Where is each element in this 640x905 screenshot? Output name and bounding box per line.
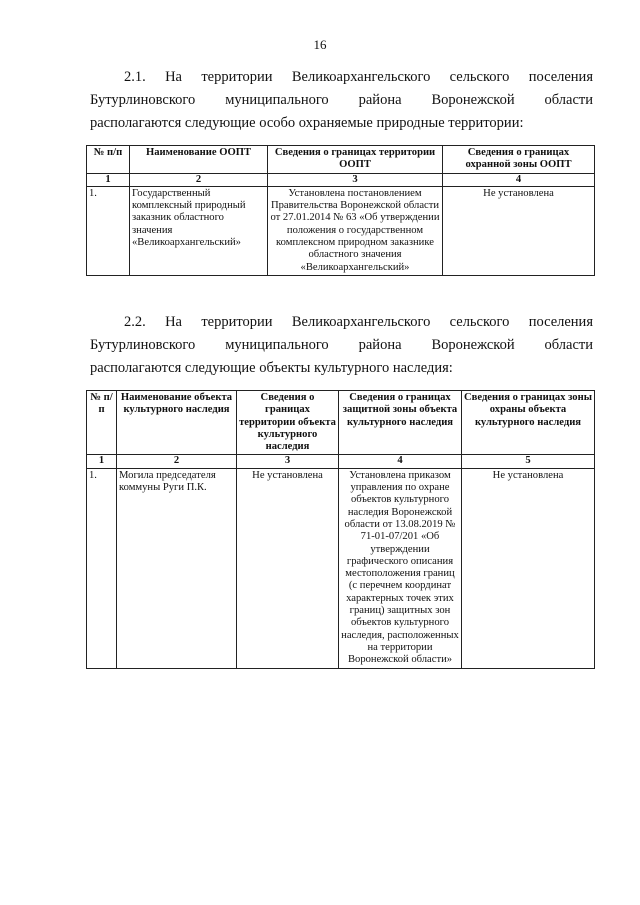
header-number: № п/п [87, 391, 117, 455]
protected-areas-table [86, 145, 595, 276]
row-number: 1. [87, 468, 117, 668]
column-number-row [87, 173, 595, 186]
header-name: Наименование ООПТ [130, 146, 268, 174]
column-number: 4 [339, 455, 462, 468]
header-territory: Сведения о границах территории ООПТ [268, 146, 443, 174]
section-1-line-1: 2.1. На территории Великоархангельского сельского поселения [124, 69, 593, 85]
row-territory: Установлена постановлением Правительства Воронежской области от 27.01.2014 № 63 «Об утверждении положения о государственном комплексном природном заказнике областного значения «Великоархангельский» [268, 186, 443, 275]
section-2-line-3: располагаются следующие объекты культурного наследия: [90, 360, 453, 376]
column-number: 3 [237, 455, 339, 468]
row-protective-zone: Установлена приказом управления по охране объектов культурного наследия Воронежской области от 13.08.2019 № 71-01-07/201 «Об утверждении графического описания местоположения границ (с перечнем координат характерных точек этих границ) защитных зон объектов культурного наследия, расположенных на территории Воронежской области» [339, 468, 462, 668]
section-1-intro [90, 66, 593, 135]
section-2-intro [90, 311, 593, 380]
row-territory: Не установлена [237, 468, 339, 668]
header-number: № п/п [87, 146, 130, 174]
table-row [87, 186, 595, 275]
header-name: Наименование объекта культурного наследия [117, 391, 237, 455]
table-row [87, 468, 595, 668]
column-number: 1 [87, 173, 130, 186]
header-territory: Сведения о границах территории объекта культурного наследия [237, 391, 339, 455]
row-name: Могила председателя коммуны Руги П.К. [117, 468, 237, 668]
header-zone: Сведения о границах охранной зоны ООПТ [443, 146, 595, 174]
column-number-row [87, 455, 595, 468]
row-zone: Не установлена [443, 186, 595, 275]
page-number: 16 [313, 37, 327, 52]
column-number: 4 [443, 173, 595, 186]
column-number: 5 [462, 455, 595, 468]
table-header-row [87, 146, 595, 174]
row-guard-zone: Не установлена [462, 468, 595, 668]
header-guard-zone: Сведения о границах зоны охраны объекта культурного наследия [462, 391, 595, 455]
section-2-line-2: Бутурлиновского муниципального района Воронежской области [90, 337, 593, 353]
table-header-row [87, 391, 595, 455]
column-number: 2 [117, 455, 237, 468]
column-number: 3 [268, 173, 443, 186]
column-number: 1 [87, 455, 117, 468]
row-number: 1. [87, 186, 130, 275]
column-number: 2 [130, 173, 268, 186]
section-1-line-3: располагаются следующие особо охраняемые природные территории: [90, 115, 524, 131]
section-1-line-2: Бутурлиновского муниципального района Воронежской области [90, 92, 593, 108]
header-protective-zone: Сведения о границах защитной зоны объекта культурного наследия [339, 391, 462, 455]
row-name: Государственный комплексный природный заказник областного значения «Великоархангельский» [130, 186, 268, 275]
heritage-objects-table [86, 390, 595, 669]
section-2-line-1: 2.2. На территории Великоархангельского сельского поселения [124, 314, 593, 330]
